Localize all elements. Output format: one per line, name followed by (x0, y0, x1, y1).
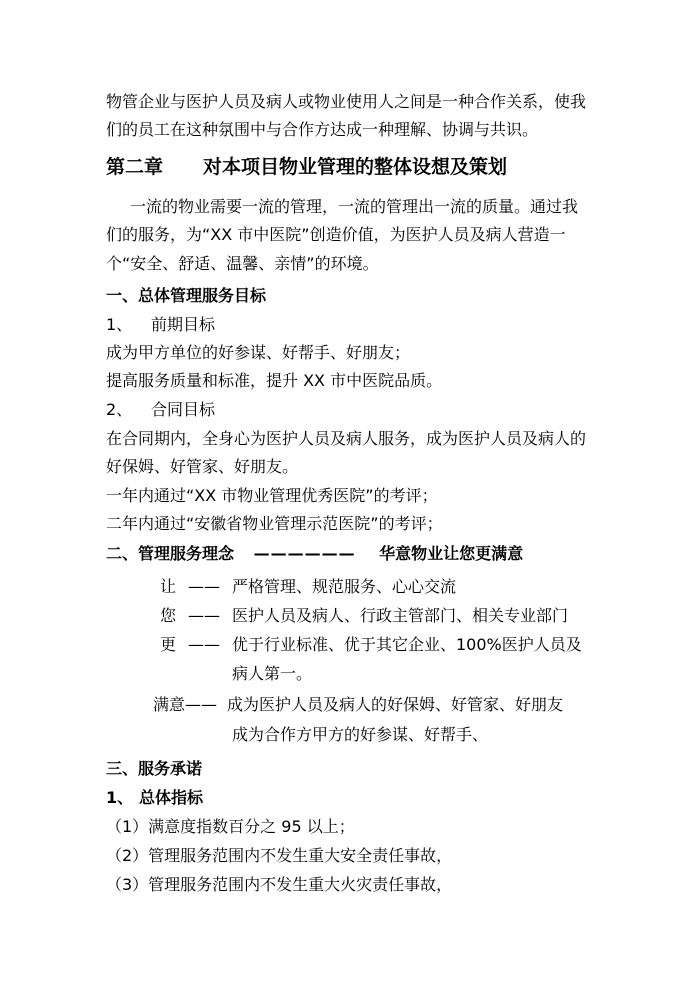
section2-heading (106, 543, 523, 565)
commitment-item-2: （2）管理服务范围内不发生重大安全责任事故， (106, 846, 453, 865)
chapter-para-line-1: 一流的物业需要一流的管理，一流的管理出一流的质量。通过我 (130, 197, 579, 216)
satisfy-line-1: 成为医护人员及病人的好保姆、好管家、好朋友 (227, 695, 564, 714)
section1-item1 (106, 314, 215, 336)
section3-heading: 三、服务承诺 (106, 759, 203, 778)
section3-sub (106, 787, 203, 809)
section3-sub-title: 总体指标 (139, 788, 204, 807)
intro-line-1: 物管企业与医护人员及病人或物业使用人之间是一种合作关系，使我 (106, 92, 587, 111)
commitment-item-3: （3）管理服务范围内不发生重大火灾责任事故， (106, 875, 453, 894)
commitment-item-1: （1）满意度指数百分之 95 以上； (106, 817, 355, 836)
item1-title: 前期目标 (151, 315, 216, 334)
section2-dashes: —————— (253, 544, 356, 563)
section2-title: 二、管理服务理念 (106, 544, 235, 563)
motto-key-satisfy: 满意—— (153, 695, 218, 714)
section2-slogan: 华意物业让您更满意 (379, 544, 524, 563)
item2-title: 合同目标 (151, 400, 216, 419)
item2-line-1: 在合同期内，全身心为医护人员及病人服务，成为医护人员及病人的 (106, 429, 587, 448)
chapter-heading (106, 154, 507, 180)
section1-heading: 一、总体管理服务目标 (106, 286, 267, 305)
item1-number: 1、 (106, 315, 133, 334)
item1-line-1: 成为甲方单位的好参谋、好帮手、好朋友； (106, 343, 411, 362)
chapter-title: 对本项目物业管理的整体设想及策划 (203, 156, 508, 178)
chapter-para-line-3: 个“安全、舒适、温馨、亲情”的环境。 (106, 254, 379, 273)
item2-line-2: 好保姆、好管家、好朋友。 (106, 457, 299, 476)
motto-dash-2: —— (188, 606, 220, 625)
motto-text-1: 严格管理、规范服务、心心交流 (232, 577, 457, 596)
intro-line-2: 们的员工在这种氛围中与合作方达成一种理解、协调与共识。 (106, 120, 539, 139)
satisfy-line-2: 成为合作方甲方的好参谋、好帮手、 (232, 725, 489, 744)
motto-text-3-cont: 病人第一。 (232, 664, 313, 683)
item2-line-3: 一年内通过“XX 市物业管理优秀医院”的考评； (106, 486, 438, 505)
item2-number: 2、 (106, 400, 133, 419)
motto-text-3: 优于行业标准、优于其它企业、100%医护人员及 (232, 635, 582, 654)
chapter-para-line-2: 们的服务，为“XX 市中医院”创造价值，为医护人员及病人营造一 (106, 225, 566, 244)
motto-text-2: 医护人员及病人、行政主管部门、相关专业部门 (232, 606, 569, 625)
motto-key-nin: 您 (160, 606, 177, 625)
motto-dash-1: —— (188, 577, 220, 596)
motto-dash-3: —— (188, 635, 220, 654)
motto-key-rang: 让 (160, 577, 177, 596)
section1-item2 (106, 399, 215, 421)
chapter-label: 第二章 (106, 156, 164, 178)
item1-line-2: 提高服务质量和标准，提升 XX 市中医院品质。 (106, 371, 443, 390)
section3-sub-number: 1、 (106, 788, 134, 807)
motto-key-geng: 更 (160, 635, 177, 654)
item2-line-4: 二年内通过“安徽省物业管理示范医院”的考评； (106, 514, 443, 533)
